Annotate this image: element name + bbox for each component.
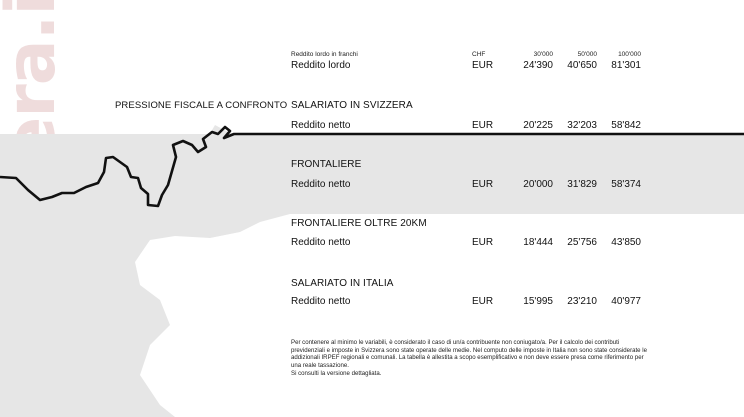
gross-income-value-1: 24'390 <box>523 60 553 71</box>
section-label: PRESSIONE FISCALE A CONFRONTO <box>115 100 288 111</box>
net-income-value-3: 43'850 <box>611 237 641 248</box>
net-income-label: Reddito netto <box>291 179 351 190</box>
gross-income-currency: EUR <box>472 60 494 71</box>
net-income-value-1: 18'444 <box>523 237 553 248</box>
net-income-value-2: 23'210 <box>567 296 597 307</box>
net-income-label: Reddito netto <box>291 237 351 248</box>
net-income-value-3: 58'842 <box>611 120 641 131</box>
footnote-detail-link[interactable]: Si consulti la versione dettagliata. <box>291 369 382 377</box>
footnote-text: Per contenere al minimo le variabili, è considerato il caso di un/a contribuente non coniugato/a. Per il calcolo dei contributi previdenziali e imposte in Svizzera sono state operate delle medie. Nel computo delle imposte in Italia non sono state considerate le addizionali IRPEF regionali e comunali. La tabella è allestita a scopo esemplificativo e non deve essere presa come riferimento per una reale tassazione. <box>291 339 648 370</box>
net-income-value-3: 58'374 <box>611 179 641 190</box>
net-income-value-2: 32'203 <box>567 120 597 131</box>
group-title-salariato-italia: SALARIATO IN ITALIA <box>291 278 394 289</box>
net-income-value-2: 31'829 <box>567 179 597 190</box>
header-value-3: 100'000 <box>618 51 641 58</box>
net-income-value-3: 40'977 <box>611 296 641 307</box>
net-income-currency: EUR <box>472 120 494 131</box>
net-income-value-1: 20'225 <box>523 120 553 131</box>
net-income-currency: EUR <box>472 179 494 190</box>
net-income-value-2: 25'756 <box>567 237 597 248</box>
net-income-currency: EUR <box>472 237 494 248</box>
net-income-label: Reddito netto <box>291 296 351 307</box>
header-value-2: 50'000 <box>577 51 597 58</box>
group-title-frontaliere: FRONTALIERE <box>291 159 362 170</box>
footnote <box>291 339 651 378</box>
net-income-currency: EUR <box>472 296 494 307</box>
net-income-label: Reddito netto <box>291 120 351 131</box>
gross-income-value-2: 40'650 <box>567 60 597 71</box>
gross-income-label: Reddito lordo <box>291 60 351 71</box>
net-income-value-1: 20'000 <box>523 179 553 190</box>
gross-income-value-3: 81'301 <box>611 60 641 71</box>
net-income-value-1: 15'995 <box>523 296 553 307</box>
gross-income-chf-label: Reddito lordo in franchi <box>291 51 358 58</box>
group-title-salariato-svizzera: SALARIATO IN SVIZZERA <box>291 100 413 111</box>
header-value-1: 30'000 <box>533 51 553 58</box>
group-title-frontaliere-oltre-20km: FRONTALIERE OLTRE 20KM <box>291 218 427 229</box>
header-currency: CHF <box>472 51 486 58</box>
